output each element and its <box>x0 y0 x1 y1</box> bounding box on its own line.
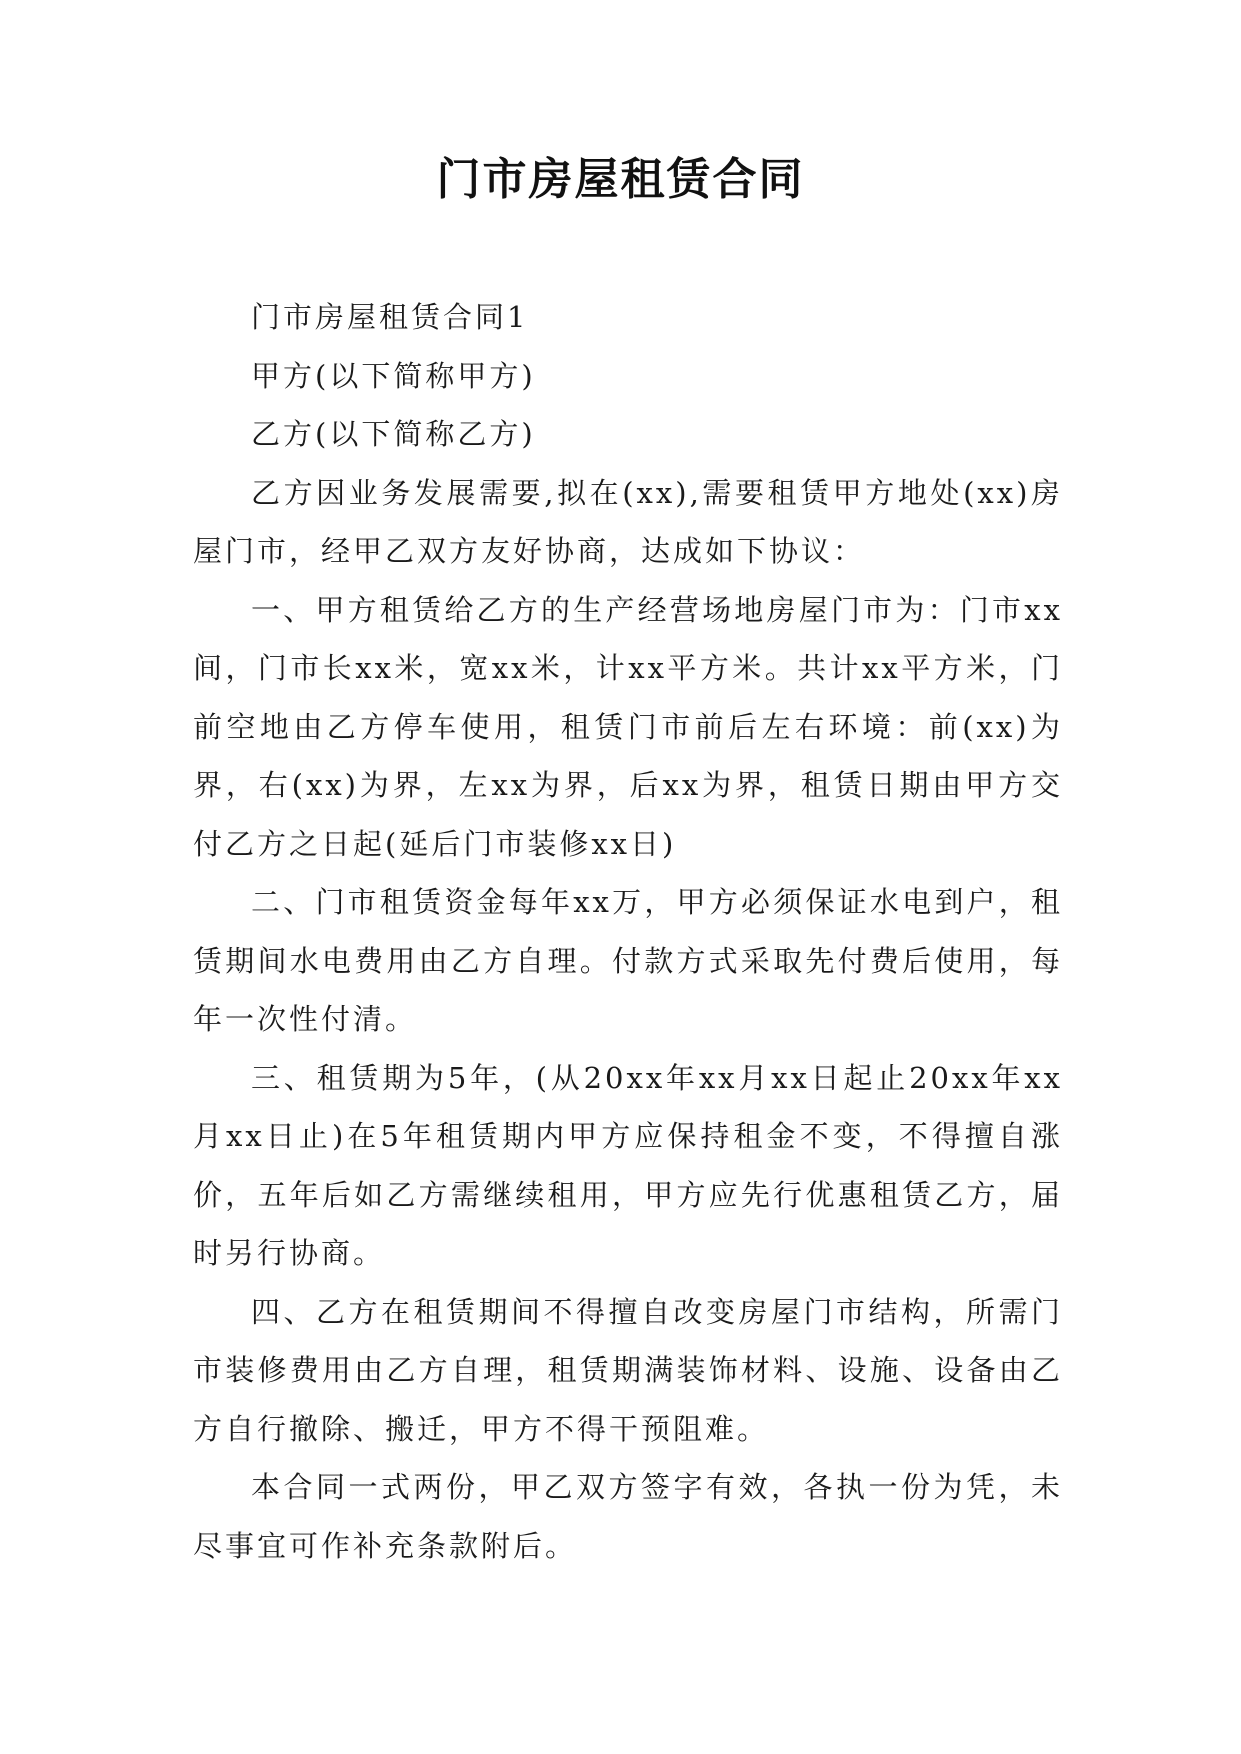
paragraph-party-a: 甲方(以下简称甲方) <box>251 358 536 393</box>
paragraph-clause-3: 三、租赁期为5年，(从20xx年xx月xx日起止20xx年xx月xx日止)在5年租赁期内甲方应保持租金不变，不得擅自涨价，五年后如乙方需继续租用，甲方应先行优惠租赁乙方，届时另行协商。 <box>193 1060 1063 1270</box>
paragraph-heading: 门市房屋租赁合同1 <box>251 300 529 334</box>
paragraph-intro: 乙方因业务发展需要,拟在(xx),需要租赁甲方地处(xx)房屋门市，经甲乙双方友好协商，达成如下协议： <box>193 475 1063 568</box>
paragraph-party-b: 乙方(以下简称乙方) <box>251 417 536 451</box>
document-body <box>193 288 1063 1575</box>
paragraph-clause-4: 四、乙方在租赁期间不得擅自改变房屋门市结构，所需门市装修费用由乙方自理，租赁期满装饰材料、设施、设备由乙方自行撤除、搬迁，甲方不得干预阻难。 <box>193 1294 1063 1446</box>
paragraph-closing: 本合同一式两份，甲乙双方签字有效，各执一份为凭，未尽事宜可作补充条款附后。 <box>193 1470 1063 1563</box>
paragraph-clause-2: 二、门市租赁资金每年xx万，甲方必须保证水电到户，租赁期间水电费用由乙方自理。付款方式采取先付费后使用，每年一次性付清。 <box>193 885 1063 1036</box>
document-title: 门市房屋租赁合同 <box>436 154 805 205</box>
paragraph-clause-1: 一、甲方租赁给乙方的生产经营场地房屋门市为：门市xx间，门市长xx米，宽xx米，计xx平方米。共计xx平方米，门前空地由乙方停车使用，租赁门市前后左右环境：前(xx)为界，右(xx)为界，左xx为界，后xx为界，租赁日期由甲方交付乙方之日起(延后门市装修xx日) <box>193 592 1063 861</box>
